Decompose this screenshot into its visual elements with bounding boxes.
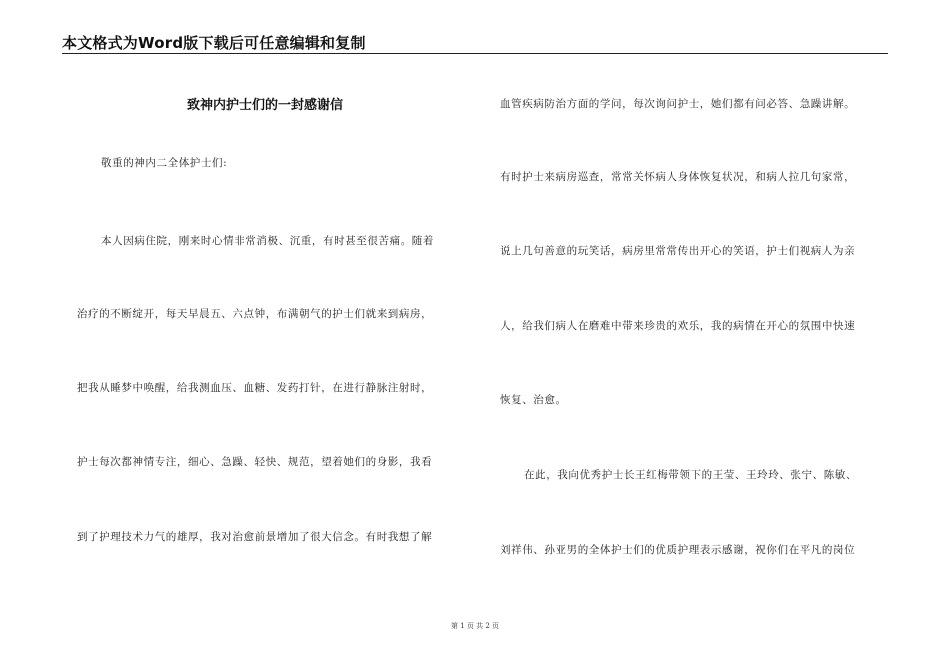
page-number: 第 1 页 共 2 页 <box>450 622 500 630</box>
text-line: 血管疾病防治方面的学问，每次询问护士，她们都有问必答、急躁讲解。 <box>500 98 856 110</box>
header-divider <box>62 53 888 54</box>
text-line: 在此，我向优秀护士长王红梅带领下的王莹、王玲玲、张宁、陈敏、 <box>524 469 857 481</box>
text-line: 本人因病住院，刚来时心情非常消极、沉重，有时甚至很苦痛。随着 <box>101 235 434 247</box>
text-line: 到了护理技术力气的雄厚，我对治愈前景增加了很大信念。有时我想了解 <box>77 531 433 543</box>
text-line: 把我从睡梦中唤醒，给我测血压、血糖、发药打针，在进行静脉注射时， <box>77 382 433 394</box>
text-line: 护士每次都神情专注，细心、急躁、轻快、规范，望着她们的身影，我看 <box>77 456 433 468</box>
document-banner: 本文格式为Word版下载后可任意编辑和复制 <box>62 34 366 52</box>
text-line: 人，给我们病人在磨难中带来珍贵的欢乐，我的病情在开心的氛围中快速 <box>500 320 856 332</box>
text-line: 治疗的不断绽开，每天早晨五、六点钟，布满朝气的护士们就来到病房， <box>77 308 433 320</box>
text-line: 恢复、治愈。 <box>500 394 567 406</box>
text-line: 刘祥伟、孙亚男的全体护士们的优质护理表示感谢，祝你们在平凡的岗位 <box>500 544 856 556</box>
text-line: 有时护士来病房巡查，常常关怀病人身体恢复状况，和病人拉几句家常， <box>500 171 856 183</box>
salutation-line: 敬重的神内二全体护士们: <box>101 157 228 169</box>
text-line: 说上几句善意的玩笑话，病房里常常传出开心的笑语，护士们视病人为亲 <box>500 245 856 257</box>
letter-title: 致神内护士们的一封感谢信 <box>186 98 343 113</box>
